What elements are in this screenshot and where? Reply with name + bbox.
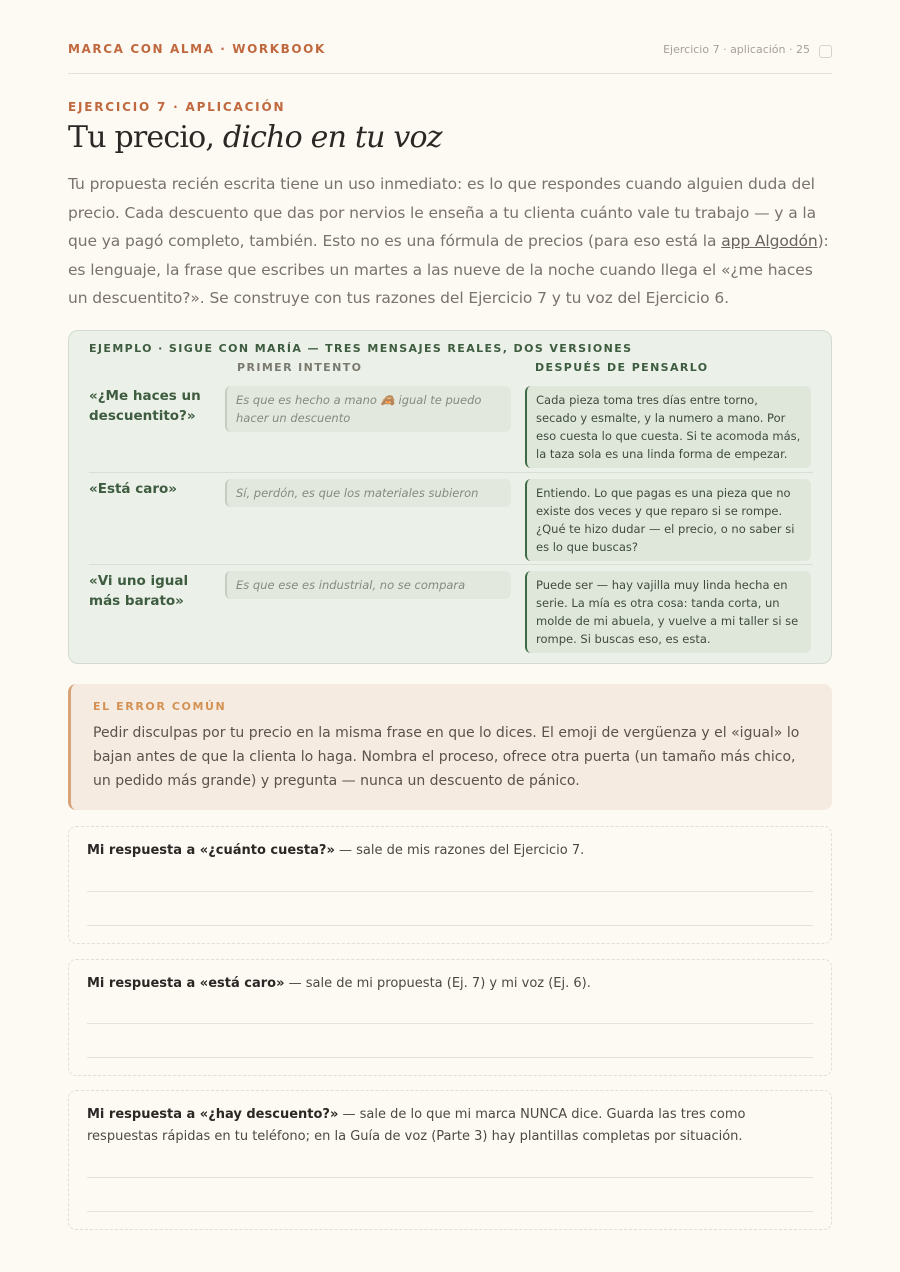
- page-info: Ejercicio 7 · aplicación · 25: [663, 43, 810, 56]
- example-title: EJEMPLO · SIGUE CON MARÍA — TRES MENSAJES REALES, DOS VERSIONES: [89, 342, 633, 355]
- title-plain: Tu precio,: [68, 120, 215, 155]
- intro-text-a: Tu propuesta recién escrita tiene un uso inmediato: es lo que respondes cuando alguien duda del precio. Cada descuento que das por nervios le enseña a tu clienta cuánto vale tu trabajo — y a la que ya pagó completo, también. Esto no es una fórmula de precios (para eso está la: [68, 175, 817, 250]
- example-row: [89, 386, 813, 472]
- improved-reply: Puede ser — hay vajilla muy linda hecha en serie. La mía es otra cosa: tanda corta, un molde de mi abuela, y vuelve a mi taller si se rompe. Si buscas eso, es esta.: [525, 571, 811, 653]
- error-body: Pedir disculpas por tu precio en la misma frase en que lo dices. El emoji de vergüenza y el «igual» lo bajan antes de que la clienta lo haga. Nombra el proceso, ofrece otra puerta (un tamaño más chico, un pedido más grande) y pregunta — nunca un descuento de pánico.: [93, 725, 800, 789]
- answer-prompt-rest: — sale de mis razones del Ejercicio 7.: [334, 843, 585, 858]
- title-italic: dicho en tu voz: [222, 120, 442, 155]
- column-header-after: DESPUÉS DE PENSARLO: [535, 361, 709, 374]
- first-attempt-reply: Es que es hecho a mano 🙈 igual te puedo hacer un descuento: [225, 386, 511, 432]
- client-message: «Está caro»: [89, 481, 178, 497]
- answer-prompt: [87, 840, 813, 862]
- improved-reply: Cada pieza toma tres días entre torno, secado y esmalte, y la numero a mano. Por eso cuesta lo que cuesta. Si te acomoda más, la taza sola es una linda forma de empezar.: [525, 386, 811, 468]
- brand-title: MARCA CON ALMA · WORKBOOK: [68, 42, 326, 56]
- client-message: «¿Me haces un descuentito?»: [89, 388, 201, 424]
- intro-text-b: ): es lenguaje, la frase que escribes un martes a las nueve de la noche cuando llega el «¿me haces un descuentito?». Se construye con tus razones del Ejercicio 7 y tu voz del Ejercicio 6.: [68, 232, 829, 307]
- answer-prompt-rest: — sale de lo que mi marca NUNCA dice. Guarda las tres como respuestas rápidas en tu teléfono; en la Guía de voz (Parte 3) hay plantillas completas por situación.: [87, 1107, 746, 1144]
- answer-prompt: [87, 1104, 813, 1148]
- error-heading: EL ERROR COMÚN: [93, 700, 227, 713]
- client-message: «Vi uno igual más barato»: [89, 573, 189, 609]
- answer-prompt: [87, 973, 813, 995]
- page-title: [68, 120, 442, 155]
- column-header-first: PRIMER INTENTO: [237, 361, 363, 374]
- improved-reply: Entiendo. Lo que pagas es una pieza que no existe dos veces y que reparo si se rompe. ¿Qué te hizo dudar — el precio, o no saber si es lo que buscas?: [525, 479, 811, 561]
- example-row: [89, 564, 813, 654]
- answer-box-cuanto-cuesta: [68, 826, 832, 944]
- section-eyebrow: EJERCICIO 7 · APLICACIÓN: [68, 100, 286, 114]
- first-attempt-reply: Es que ese es industrial, no se compara: [225, 571, 511, 599]
- answer-prompt-rest: — sale de mi propuesta (Ej. 7) y mi voz (Ej. 6).: [284, 976, 591, 991]
- writing-line[interactable]: [87, 925, 813, 926]
- first-attempt-reply: Sí, perdón, es que los materiales subieron: [225, 479, 511, 507]
- writing-line[interactable]: [87, 1177, 813, 1178]
- writing-line[interactable]: [87, 1211, 813, 1212]
- answer-box-hay-descuento: [68, 1090, 832, 1230]
- app-algodon-link[interactable]: app Algodón: [721, 232, 818, 250]
- writing-line[interactable]: [87, 1023, 813, 1024]
- example-row: [89, 472, 813, 564]
- example-box: [68, 330, 832, 664]
- common-error-box: [68, 684, 832, 810]
- writing-line[interactable]: [87, 1057, 813, 1058]
- writing-line[interactable]: [87, 891, 813, 892]
- answer-box-esta-caro: [68, 959, 832, 1076]
- done-checkbox[interactable]: [819, 45, 832, 58]
- page-header: [68, 42, 832, 74]
- answer-prompt-bold: Mi respuesta a «¿cuánto cuesta?»: [87, 843, 335, 858]
- answer-prompt-bold: Mi respuesta a «¿hay descuento?»: [87, 1107, 339, 1122]
- answer-prompt-bold: Mi respuesta a «está caro»: [87, 976, 285, 991]
- intro-paragraph: [68, 170, 832, 313]
